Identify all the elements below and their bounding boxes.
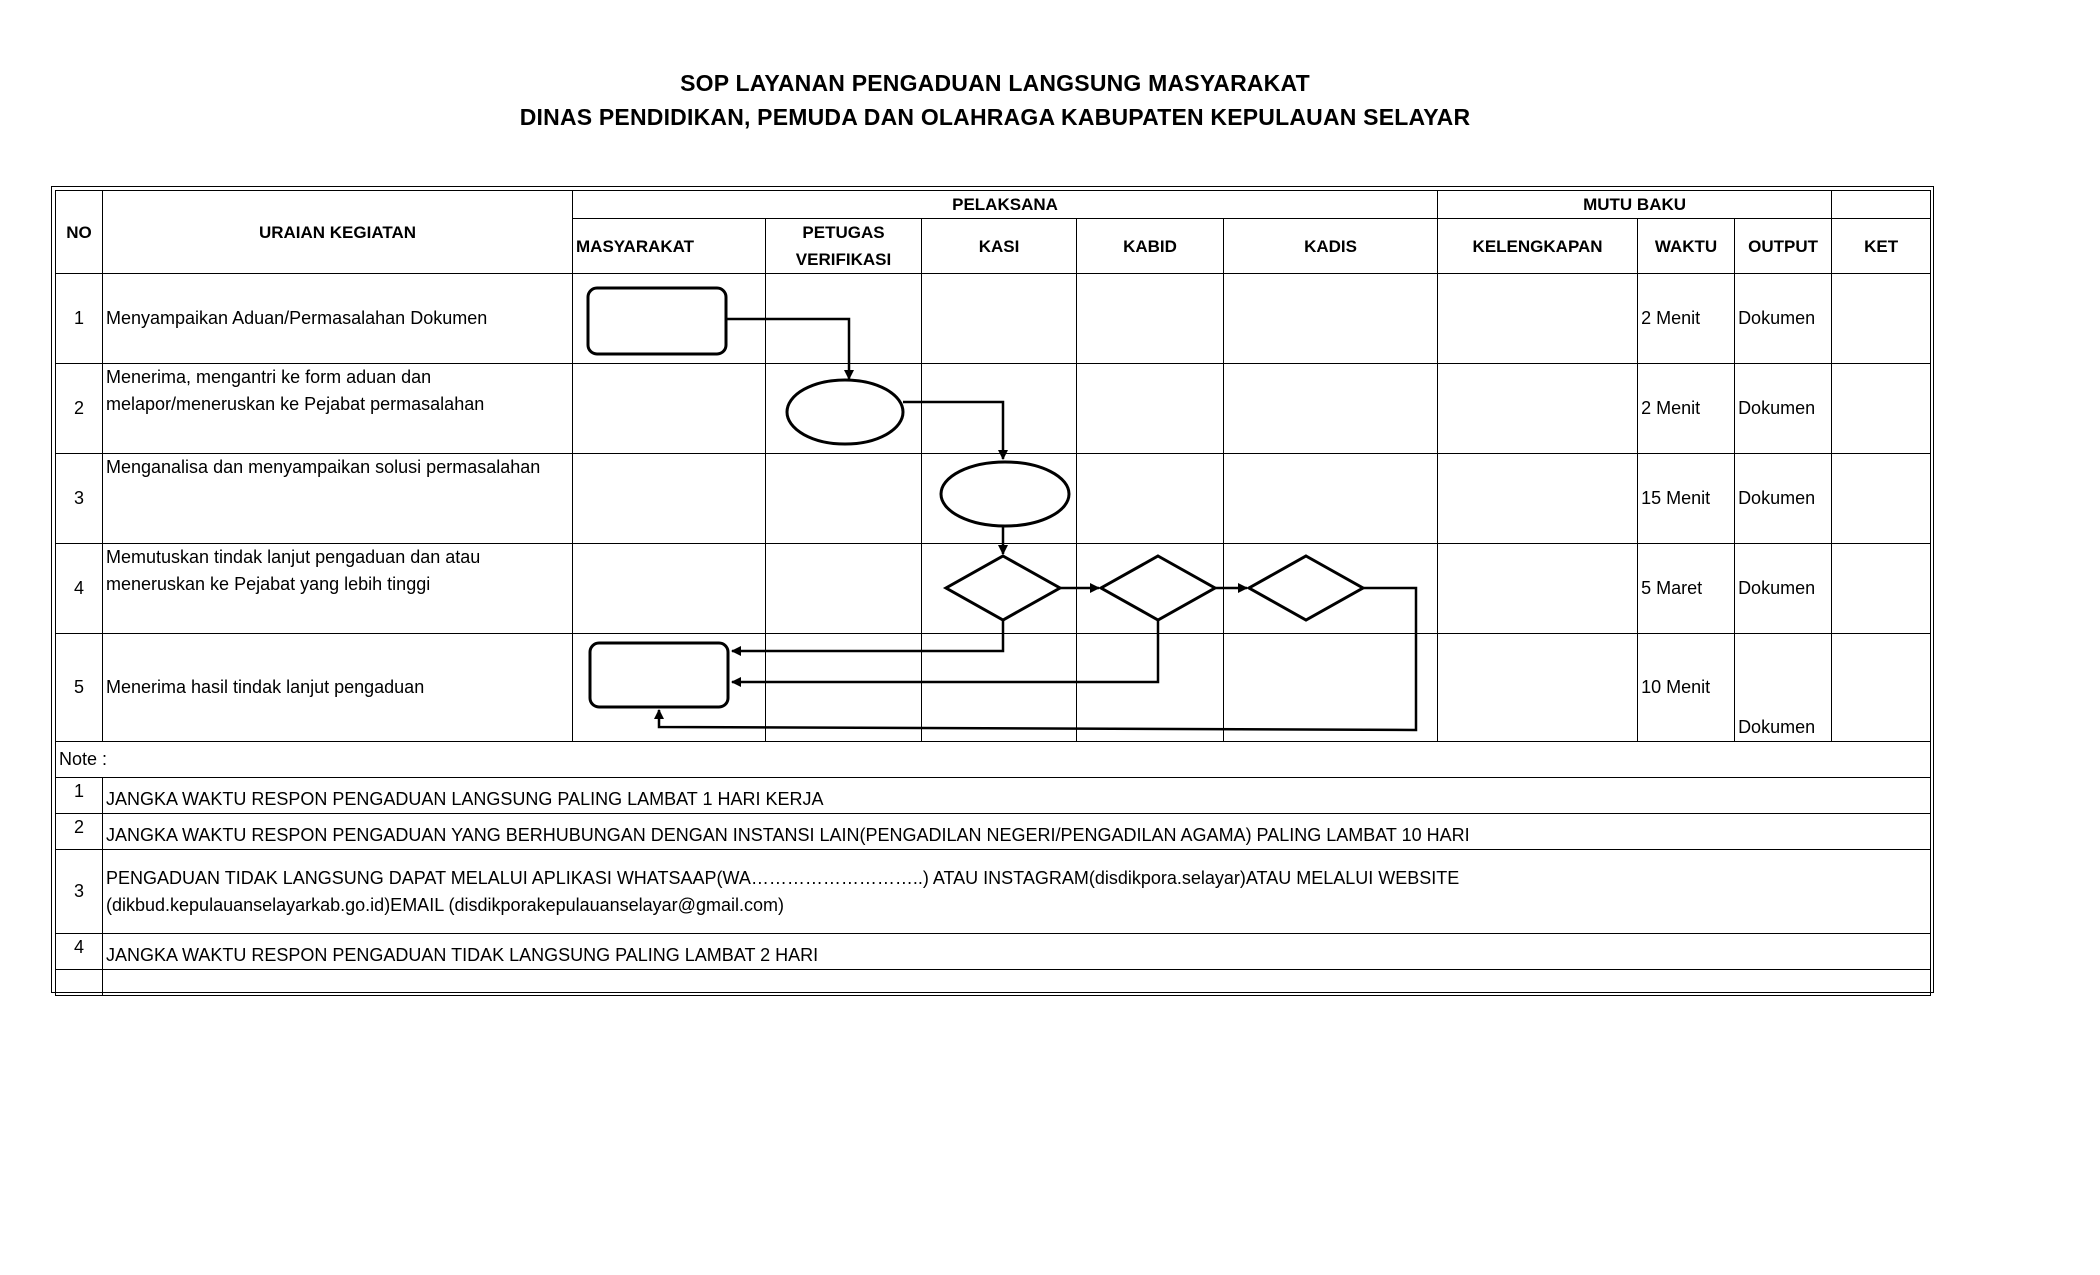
row-number: 2 xyxy=(56,364,103,454)
row-number: 3 xyxy=(56,454,103,544)
cell-ket xyxy=(1832,454,1931,544)
row-number: 1 xyxy=(56,274,103,364)
cell-kadis xyxy=(1224,634,1438,742)
cell-kabid xyxy=(1077,274,1224,364)
header-output: OUTPUT xyxy=(1735,219,1832,274)
row-uraian: Menerima, mengantri ke form aduan dan melapor/meneruskan ke Pejabat permasalahan xyxy=(103,364,573,454)
note-number: 3 xyxy=(56,850,103,934)
cell-petugas xyxy=(766,544,922,634)
note-text-empty xyxy=(103,970,1931,996)
cell-kadis xyxy=(1224,544,1438,634)
table-row xyxy=(56,274,1931,364)
sop-table-wrapper xyxy=(55,190,1930,996)
note-label: Note : xyxy=(56,742,1931,778)
row-waktu: 10 Menit xyxy=(1638,634,1735,742)
cell-masyarakat xyxy=(573,274,766,364)
row-uraian: Menerima hasil tindak lanjut pengaduan xyxy=(103,634,573,742)
note-row xyxy=(56,814,1931,850)
cell-kasi xyxy=(922,364,1077,454)
cell-kasi xyxy=(922,274,1077,364)
table-row xyxy=(56,634,1931,742)
cell-kadis xyxy=(1224,274,1438,364)
cell-kabid xyxy=(1077,364,1224,454)
cell-masyarakat xyxy=(573,544,766,634)
row-output: Dokumen xyxy=(1735,544,1832,634)
cell-kelengkapan xyxy=(1438,364,1638,454)
cell-petugas xyxy=(766,274,922,364)
sop-table xyxy=(55,190,1931,996)
header-kabid: KABID xyxy=(1077,219,1224,274)
cell-kelengkapan xyxy=(1438,454,1638,544)
table-row xyxy=(56,364,1931,454)
cell-kadis xyxy=(1224,364,1438,454)
note-number: 2 xyxy=(56,814,103,850)
cell-ket xyxy=(1832,634,1931,742)
header-no: NO xyxy=(56,191,103,274)
row-waktu: 5 Maret xyxy=(1638,544,1735,634)
header-kasi: KASI xyxy=(922,219,1077,274)
note-text: JANGKA WAKTU RESPON PENGADUAN YANG BERHUBUNGAN DENGAN INSTANSI LAIN(PENGADILAN NEGERI/PENGADILAN AGAMA) PALING LAMBAT 10 HARI xyxy=(103,814,1931,850)
note-text: JANGKA WAKTU RESPON PENGADUAN LANGSUNG PALING LAMBAT 1 HARI KERJA xyxy=(103,778,1931,814)
note-number: 4 xyxy=(56,934,103,970)
header-pelaksana: PELAKSANA xyxy=(573,191,1438,219)
note-row xyxy=(56,778,1931,814)
row-output: Dokumen xyxy=(1735,454,1832,544)
row-waktu: 2 Menit xyxy=(1638,364,1735,454)
cell-kabid xyxy=(1077,544,1224,634)
row-output: Dokumen xyxy=(1735,274,1832,364)
cell-petugas xyxy=(766,454,922,544)
note-row-empty xyxy=(56,970,1931,996)
cell-ket xyxy=(1832,274,1931,364)
cell-kabid xyxy=(1077,634,1224,742)
cell-kelengkapan xyxy=(1438,274,1638,364)
note-number-empty xyxy=(56,970,103,996)
row-number: 5 xyxy=(56,634,103,742)
document-title: SOP LAYANAN PENGADUAN LANGSUNG MASYARAKAT xyxy=(680,70,1310,96)
header-waktu: WAKTU xyxy=(1638,219,1735,274)
header-empty xyxy=(103,191,573,219)
header-kelengkapan: KELENGKAPAN xyxy=(1438,219,1638,274)
cell-ket xyxy=(1832,364,1931,454)
cell-kasi xyxy=(922,454,1077,544)
table-row xyxy=(56,454,1931,544)
row-number: 4 xyxy=(56,544,103,634)
cell-kabid xyxy=(1077,454,1224,544)
header-mutu-baku: MUTU BAKU xyxy=(1438,191,1832,219)
row-uraian: Memutuskan tindak lanjut pengaduan dan atau meneruskan ke Pejabat yang lebih tinggi xyxy=(103,544,573,634)
note-number: 1 xyxy=(56,778,103,814)
cell-petugas xyxy=(766,364,922,454)
row-output: Dokumen xyxy=(1735,634,1832,742)
header-petugas-verifikasi: PETUGAS VERIFIKASI xyxy=(766,219,922,274)
document-subtitle: DINAS PENDIDIKAN, PEMUDA DAN OLAHRAGA KABUPATEN KEPULAUAN SELAYAR xyxy=(519,104,1471,130)
cell-kelengkapan xyxy=(1438,544,1638,634)
cell-kasi xyxy=(922,634,1077,742)
cell-ket xyxy=(1832,544,1931,634)
cell-kelengkapan xyxy=(1438,634,1638,742)
note-row xyxy=(56,934,1931,970)
header-masyarakat: MASYARAKAT xyxy=(573,219,766,274)
cell-masyarakat xyxy=(573,634,766,742)
cell-masyarakat xyxy=(573,454,766,544)
row-output: Dokumen xyxy=(1735,364,1832,454)
row-waktu: 2 Menit xyxy=(1638,274,1735,364)
cell-kadis xyxy=(1224,454,1438,544)
cell-kasi xyxy=(922,544,1077,634)
cell-petugas xyxy=(766,634,922,742)
row-uraian: Menganalisa dan menyampaikan solusi permasalahan xyxy=(103,454,573,544)
header-empty-ket xyxy=(1832,191,1931,219)
note-text: JANGKA WAKTU RESPON PENGADUAN TIDAK LANGSUNG PALING LAMBAT 2 HARI xyxy=(103,934,1931,970)
header-uraian-kegiatan: URAIAN KEGIATAN xyxy=(103,219,573,274)
row-waktu: 15 Menit xyxy=(1638,454,1735,544)
table-row xyxy=(56,544,1931,634)
note-row xyxy=(56,850,1931,934)
cell-masyarakat xyxy=(573,364,766,454)
row-uraian: Menyampaikan Aduan/Permasalahan Dokumen xyxy=(103,274,573,364)
note-text: PENGADUAN TIDAK LANGSUNG DAPAT MELALUI APLIKASI WHATSAAP(WA………………………..) ATAU INSTAGRAM(disdikpora.selayar)ATAU MELALUI WEBSITE (dikbud.kepulauanselayarkab.go.id)EMAIL (disdikporakepulauanselayar@gmail.com) xyxy=(103,850,1931,934)
header-kadis: KADIS xyxy=(1224,219,1438,274)
header-ket: KET xyxy=(1832,219,1931,274)
